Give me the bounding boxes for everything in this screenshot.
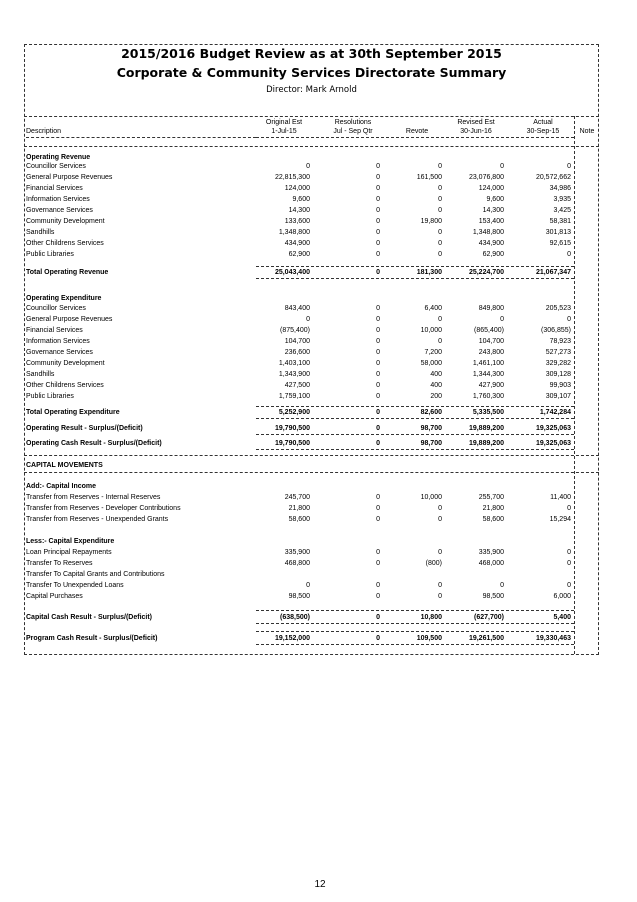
report-subtitle: Corporate & Community Services Directorate Summary: [116, 65, 507, 80]
expenditure-row-revote: 400: [430, 382, 442, 389]
revenue-row-label: Governance Services: [26, 207, 93, 214]
expenditure-row-actual: 78,923: [549, 338, 571, 345]
expenditure-row-revised: 1,760,300: [472, 393, 504, 400]
revenue-row-orig: 124,000: [284, 185, 310, 192]
expenditure-row-orig: 1,343,900: [278, 371, 310, 378]
note-column-divider: [574, 116, 575, 654]
capital-income-row-label: Transfer from Reserves - Developer Contributions: [26, 505, 181, 512]
col-actual-date: 30-Sep-15: [526, 128, 560, 135]
revenue-row-revote: 0: [438, 196, 442, 203]
program-result-rule: [256, 631, 574, 632]
expenditure-row-res: 0: [376, 393, 380, 400]
revenue-row-revote: 19,800: [420, 218, 442, 225]
revenue-row-revised: 1,348,800: [472, 229, 504, 236]
expenditure-row-revised: 427,900: [478, 382, 504, 389]
header-bottom-rule: [24, 146, 599, 147]
expenditure-row-orig: (875,400): [280, 327, 310, 334]
revenue-row-res: 0: [376, 174, 380, 181]
expenditure-row-orig: 1,403,100: [278, 360, 310, 367]
expenditure-row-revised: 849,800: [478, 305, 504, 312]
operating-result-underline: [256, 434, 574, 435]
col-resolutions: Resolutions: [334, 119, 372, 126]
operating-cash-result-revote: 98,700: [420, 440, 442, 447]
operating-cash-result-res: 0: [376, 440, 380, 447]
operating-cash-result-actual: 19,325,063: [535, 440, 571, 447]
revenue-row-revote: 0: [438, 163, 442, 170]
revenue-row-res: 0: [376, 163, 380, 170]
expenditure-row-revised: 1,461,100: [472, 360, 504, 367]
revenue-row-actual: 0: [567, 163, 571, 170]
capital-expenditure-row-revote: (800): [425, 560, 442, 567]
program-cash-result-actual: 19,330,463: [535, 635, 571, 642]
page-number: 12: [314, 879, 326, 890]
revenue-row-revised: 62,900: [482, 251, 504, 258]
capital-cash-result-orig: (638,500): [280, 614, 310, 621]
expenditure-row-revote: 0: [438, 338, 442, 345]
program-result-underline: [256, 644, 574, 645]
capital-income-row-revised: 21,800: [482, 505, 504, 512]
col-original-est: Original Est: [265, 119, 303, 126]
capital-expenditure-row-label: Capital Purchases: [26, 593, 83, 600]
description-underline: [26, 137, 256, 138]
revenue-row-res: 0: [376, 207, 380, 214]
expenditure-total-underline: [256, 418, 574, 419]
expenditure-row-revote: 6,400: [424, 305, 442, 312]
program-cash-result-revised: 19,261,500: [468, 635, 504, 642]
revenue-row-revised: 0: [500, 163, 504, 170]
capital-expenditure-row-orig: 98,500: [288, 593, 310, 600]
revenue-row-label: Community Development: [26, 218, 105, 225]
expenditure-row-revised: 1,344,300: [472, 371, 504, 378]
revenue-row-actual: 58,381: [549, 218, 571, 225]
operating-result-label: Operating Result - Surplus/(Deficit): [26, 425, 143, 432]
capital-expenditure-row-revote: 0: [438, 549, 442, 556]
expenditure-row-orig: 843,400: [284, 305, 310, 312]
capital-cash-result-label: Capital Cash Result - Surplus/(Deficit): [26, 614, 153, 621]
program-cash-result-res: 0: [376, 635, 380, 642]
capital-expenditure-row-revised: 335,900: [478, 549, 504, 556]
expenditure-row-label: Governance Services: [26, 349, 93, 356]
revenue-row-orig: 133,600: [284, 218, 310, 225]
revenue-row-actual: 3,425: [553, 207, 571, 214]
total-operating-expenditure-revised: 5,335,500: [472, 409, 504, 416]
revenue-row-label: General Purpose Revenues: [26, 174, 113, 181]
expenditure-row-actual: 205,523: [545, 305, 571, 312]
capital-income-row-revote: 0: [438, 505, 442, 512]
capital-expenditure-row-label: Transfer To Capital Grants and Contributions: [26, 571, 165, 578]
revenue-row-revised: 9,600: [486, 196, 504, 203]
section-capital-movements: CAPITAL MOVEMENTS: [26, 462, 103, 469]
report-title: 2015/2016 Budget Review as at 30th September 2015: [121, 46, 502, 61]
revenue-row-actual: 92,615: [549, 240, 571, 247]
expenditure-row-res: 0: [376, 338, 380, 345]
operating-result-revised: 19,889,200: [468, 425, 504, 432]
revenue-row-res: 0: [376, 218, 380, 225]
total-operating-revenue-revote: 181,300: [416, 269, 442, 276]
operating-result-res: 0: [376, 425, 380, 432]
revenue-row-res: 0: [376, 196, 380, 203]
expenditure-row-revote: 7,200: [424, 349, 442, 356]
revenue-row-revised: 153,400: [478, 218, 504, 225]
expenditure-row-label: Financial Services: [26, 327, 83, 334]
revenue-row-label: Other Childrens Services: [26, 240, 104, 247]
revenue-row-orig: 62,900: [288, 251, 310, 258]
capital-income-row-revote: 10,000: [420, 494, 442, 501]
expenditure-row-label: Sandhills: [26, 371, 55, 378]
revenue-row-actual: 20,572,662: [535, 174, 571, 181]
expenditure-row-orig: 1,759,100: [278, 393, 310, 400]
header-divider: [24, 116, 599, 117]
capital-divider-bottom: [24, 472, 599, 473]
total-operating-expenditure-actual: 1,742,284: [539, 409, 571, 416]
revenue-row-label: Information Services: [26, 196, 90, 203]
program-cash-result-label: Program Cash Result - Surplus/(Deficit): [26, 635, 158, 642]
revenue-row-orig: 0: [306, 163, 310, 170]
expenditure-row-label: Other Childrens Services: [26, 382, 104, 389]
total-operating-expenditure-label: Total Operating Expenditure: [26, 409, 120, 416]
expenditure-row-revote: 200: [430, 393, 442, 400]
section-capital-expenditure: Less:- Capital Expenditure: [26, 538, 115, 545]
revenue-row-revote: 0: [438, 240, 442, 247]
expenditure-row-res: 0: [376, 360, 380, 367]
expenditure-row-actual: 0: [567, 316, 571, 323]
col-description: Description: [26, 128, 62, 135]
expenditure-row-revised: (865,400): [474, 327, 504, 334]
expenditure-row-label: Community Development: [26, 360, 105, 367]
col-note: Note: [579, 128, 595, 135]
revenue-row-orig: 22,815,300: [274, 174, 310, 181]
revenue-row-revote: 0: [438, 207, 442, 214]
capital-cash-result-revised: (627,700): [474, 614, 504, 621]
revenue-row-res: 0: [376, 251, 380, 258]
expenditure-row-label: Information Services: [26, 338, 90, 345]
revenue-row-revised: 14,300: [482, 207, 504, 214]
expenditure-row-orig: 236,600: [284, 349, 310, 356]
header-underline: [256, 137, 574, 138]
capital-income-row-orig: 21,800: [288, 505, 310, 512]
expenditure-row-revote: 0: [438, 316, 442, 323]
revenue-row-orig: 434,900: [284, 240, 310, 247]
col-actual: Actual: [533, 119, 553, 126]
total-operating-expenditure-revote: 82,600: [420, 409, 442, 416]
expenditure-row-res: 0: [376, 316, 380, 323]
capital-income-row-revised: 58,600: [482, 516, 504, 523]
revenue-total-underline: [256, 278, 574, 279]
operating-result-orig: 19,790,500: [274, 425, 310, 432]
capital-expenditure-row-revote: 0: [438, 582, 442, 589]
expenditure-row-actual: (306,855): [541, 327, 571, 334]
total-operating-revenue-label: Total Operating Revenue: [26, 269, 109, 276]
revenue-row-actual: 0: [567, 251, 571, 258]
operating-result-actual: 19,325,063: [535, 425, 571, 432]
capital-income-row-revised: 255,700: [478, 494, 504, 501]
section-operating-expenditure: Operating Expenditure: [26, 295, 102, 302]
operating-cash-result-label: Operating Cash Result - Surplus/(Deficit): [26, 440, 162, 447]
capital-expenditure-row-res: 0: [376, 593, 380, 600]
col-original-date: 1-Jul-15: [271, 128, 297, 135]
col-revised-est: Revised Est: [457, 119, 495, 126]
capital-income-row-res: 0: [376, 505, 380, 512]
revenue-row-res: 0: [376, 229, 380, 236]
expenditure-row-revised: 243,800: [478, 349, 504, 356]
capital-expenditure-row-orig: 335,900: [284, 549, 310, 556]
revenue-row-revote: 0: [438, 229, 442, 236]
capital-income-row-res: 0: [376, 516, 380, 523]
capital-expenditure-row-label: Transfer To Unexpended Loans: [26, 582, 124, 589]
capital-expenditure-row-revised: 468,000: [478, 560, 504, 567]
expenditure-row-orig: 0: [306, 316, 310, 323]
capital-expenditure-row-revised: 98,500: [482, 593, 504, 600]
expenditure-row-res: 0: [376, 382, 380, 389]
revenue-row-actual: 34,986: [549, 185, 571, 192]
revenue-row-revote: 161,500: [416, 174, 442, 181]
report-director: Director: Mark Arnold: [266, 85, 357, 95]
total-operating-expenditure-res: 0: [376, 409, 380, 416]
total-operating-revenue-actual: 21,067,347: [535, 269, 571, 276]
capital-income-row-orig: 245,700: [284, 494, 310, 501]
col-resolutions-period: Jul - Sep Qtr: [333, 128, 373, 135]
expenditure-row-label: General Purpose Revenues: [26, 316, 113, 323]
expenditure-row-revised: 104,700: [478, 338, 504, 345]
revenue-row-actual: 3,935: [553, 196, 571, 203]
expenditure-row-orig: 427,500: [284, 382, 310, 389]
capital-result-rule: [256, 610, 574, 611]
capital-expenditure-row-label: Transfer To Reserves: [26, 560, 93, 567]
expenditure-row-res: 0: [376, 371, 380, 378]
revenue-row-revised: 23,076,800: [468, 174, 504, 181]
expenditure-row-res: 0: [376, 327, 380, 334]
expenditure-row-revote: 400: [430, 371, 442, 378]
expenditure-total-rule: [256, 406, 574, 407]
section-capital-income: Add:- Capital Income: [26, 483, 97, 490]
capital-cash-result-revote: 10,800: [420, 614, 442, 621]
capital-expenditure-row-actual: 0: [567, 582, 571, 589]
capital-expenditure-row-actual: 6,000: [553, 593, 571, 600]
total-operating-revenue-orig: 25,043,400: [274, 269, 310, 276]
capital-expenditure-row-label: Loan Principal Repayments: [26, 549, 112, 556]
revenue-row-label: Financial Services: [26, 185, 83, 192]
col-revised-date: 30-Jun-16: [460, 128, 492, 135]
expenditure-row-res: 0: [376, 349, 380, 356]
revenue-row-label: Councillor Services: [26, 163, 86, 170]
expenditure-row-revised: 0: [500, 316, 504, 323]
total-operating-revenue-res: 0: [376, 269, 380, 276]
expenditure-row-label: Public Libraries: [26, 393, 74, 400]
capital-expenditure-row-actual: 0: [567, 549, 571, 556]
capital-expenditure-row-revote: 0: [438, 593, 442, 600]
operating-cash-result-underline: [256, 449, 574, 450]
expenditure-row-orig: 104,700: [284, 338, 310, 345]
expenditure-row-revote: 10,000: [420, 327, 442, 334]
revenue-row-revised: 124,000: [478, 185, 504, 192]
revenue-row-label: Public Libraries: [26, 251, 74, 258]
capital-income-row-actual: 11,400: [550, 494, 571, 501]
capital-expenditure-row-res: 0: [376, 582, 380, 589]
capital-expenditure-row-orig: 0: [306, 582, 310, 589]
revenue-row-orig: 9,600: [292, 196, 310, 203]
total-operating-expenditure-orig: 5,252,900: [278, 409, 310, 416]
expenditure-row-label: Councillor Services: [26, 305, 86, 312]
revenue-total-rule: [256, 266, 574, 267]
expenditure-row-actual: 329,282: [545, 360, 571, 367]
capital-expenditure-row-actual: 0: [567, 560, 571, 567]
capital-expenditure-row-orig: 468,800: [284, 560, 310, 567]
capital-expenditure-row-revised: 0: [500, 582, 504, 589]
capital-result-underline: [256, 623, 574, 624]
capital-income-row-revote: 0: [438, 516, 442, 523]
expenditure-row-actual: 527,273: [545, 349, 571, 356]
revenue-row-orig: 1,348,800: [278, 229, 310, 236]
capital-income-row-label: Transfer from Reserves - Internal Reserves: [26, 494, 161, 501]
col-revote: Revote: [405, 128, 429, 135]
operating-cash-result-orig: 19,790,500: [274, 440, 310, 447]
revenue-row-orig: 14,300: [288, 207, 310, 214]
expenditure-row-actual: 309,128: [545, 371, 571, 378]
capital-income-row-actual: 15,294: [549, 516, 571, 523]
operating-cash-result-revised: 19,889,200: [468, 440, 504, 447]
capital-cash-result-res: 0: [376, 614, 380, 621]
revenue-row-res: 0: [376, 185, 380, 192]
expenditure-row-actual: 99,903: [549, 382, 571, 389]
capital-expenditure-row-res: 0: [376, 560, 380, 567]
operating-result-revote: 98,700: [420, 425, 442, 432]
total-operating-revenue-revised: 25,224,700: [468, 269, 504, 276]
revenue-row-revote: 0: [438, 185, 442, 192]
section-operating-revenue: Operating Revenue: [26, 154, 91, 161]
revenue-row-res: 0: [376, 240, 380, 247]
capital-income-row-label: Transfer from Reserves - Unexpended Grants: [26, 516, 169, 523]
capital-income-row-res: 0: [376, 494, 380, 501]
revenue-row-revised: 434,900: [478, 240, 504, 247]
expenditure-row-actual: 309,107: [545, 393, 571, 400]
capital-divider-top: [24, 455, 599, 456]
revenue-row-revote: 0: [438, 251, 442, 258]
capital-income-row-orig: 58,600: [288, 516, 310, 523]
program-cash-result-orig: 19,152,000: [274, 635, 310, 642]
expenditure-row-revote: 58,000: [420, 360, 442, 367]
expenditure-row-res: 0: [376, 305, 380, 312]
capital-cash-result-actual: 5,400: [553, 614, 571, 621]
revenue-row-actual: 301,813: [545, 229, 571, 236]
capital-expenditure-row-res: 0: [376, 549, 380, 556]
revenue-row-label: Sandhills: [26, 229, 55, 236]
program-cash-result-revote: 109,500: [416, 635, 442, 642]
capital-income-row-actual: 0: [567, 505, 571, 512]
